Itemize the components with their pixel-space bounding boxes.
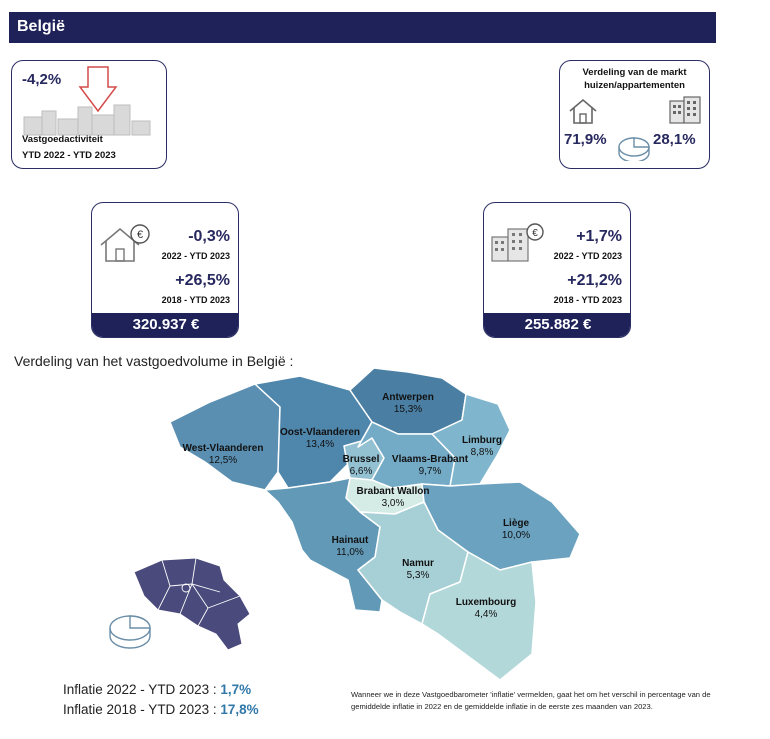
apartment-period-2: 2018 - YTD 2023 [553, 295, 622, 305]
apartment-euro-icon [490, 221, 546, 263]
house-icon [568, 97, 598, 125]
label-brussel: Brussel 6,6% [342, 454, 380, 477]
house-change-1: -0,3% [188, 228, 230, 245]
label-west-vlaanderen: West-Vlaanderen 12,5% [182, 443, 264, 466]
label-antwerpen: Antwerpen 15,3% [382, 392, 434, 415]
apartment-building-icon [668, 95, 702, 125]
label-limburg: Limburg 8,8% [462, 435, 502, 458]
apartments-pct: 28,1% [653, 131, 696, 148]
apartment-price-card [483, 202, 631, 338]
house-period-2: 2018 - YTD 2023 [161, 295, 230, 305]
pie-chart-icon [616, 129, 652, 161]
belgium-mini-map-icon [100, 552, 260, 662]
market-split-card [559, 60, 710, 169]
activity-label: Vastgoedactiviteit [22, 134, 103, 145]
label-oost-vlaanderen: Oost-Vlaanderen 13,4% [279, 427, 361, 450]
arrow-down-icon [78, 65, 118, 113]
activity-period: YTD 2022 - YTD 2023 [22, 150, 116, 161]
apartment-period-1: 2022 - YTD 2023 [553, 251, 622, 261]
apartment-price-value: 255.882 € [484, 313, 631, 337]
label-liege: Liège 10,0% [501, 518, 531, 541]
svg-text:€: € [532, 228, 538, 239]
svg-text:€: € [136, 229, 144, 241]
label-namur: Namur 5,3% [402, 558, 434, 581]
inflation-line-2: Inflatie 2018 - YTD 2023 : 17,8% [63, 702, 259, 717]
label-vlaams-brabant: Vlaams-Brabant 9,7% [391, 454, 469, 477]
houses-pct: 71,9% [564, 131, 607, 148]
label-hainaut: Hainaut 11,0% [331, 535, 369, 558]
house-period-1: 2022 - YTD 2023 [161, 251, 230, 261]
house-price-card [91, 202, 239, 338]
section-header [9, 12, 716, 43]
inflation-line-1: Inflatie 2022 - YTD 2023 : 1,7% [63, 682, 252, 697]
activity-value: -4,2% [22, 71, 62, 88]
house-price-value: 320.937 € [92, 313, 239, 337]
mini-pie-icon [110, 616, 150, 648]
label-luxembourg: Luxembourg 4,4% [455, 597, 517, 620]
apartment-change-1: +1,7% [576, 228, 622, 245]
activity-card [11, 60, 167, 169]
house-euro-icon [98, 221, 152, 263]
market-split-title-2: huizen/appartementen [584, 80, 685, 91]
apartment-change-2: +21,2% [567, 272, 622, 289]
section-title: België [17, 18, 66, 35]
house-change-2: +26,5% [175, 272, 230, 289]
label-brabant-wallon: Brabant Wallon 3,0% [356, 486, 430, 509]
map-title: Verdeling van het vastgoedvolume in België : [14, 353, 294, 369]
region-west-vlaanderen [170, 384, 280, 490]
inflation-footnote: Wanneer we in deze Vastgoedbarometer 'inflatie' vermelden, gaat het om het verschil in percentage van de gemiddelde inflatie in 2022 en de gemiddelde inflatie in de eerste zes maanden van 2023. [351, 690, 711, 711]
market-split-title-1: Verdeling van de markt [582, 67, 687, 78]
